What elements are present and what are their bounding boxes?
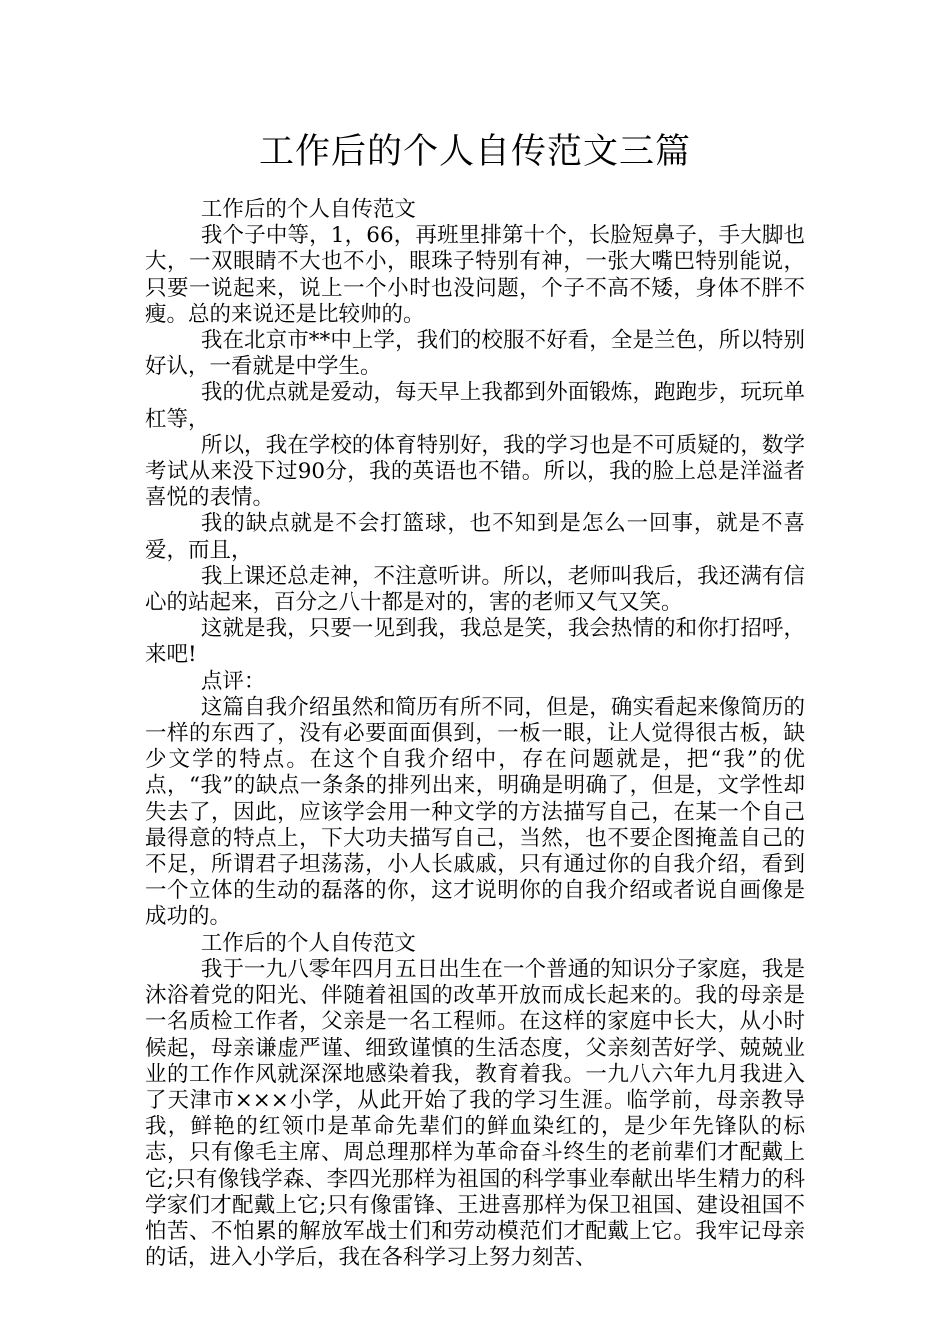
- paragraph: 我于一九八零年四月五日出生在一个普通的知识分子家庭，我是沐浴着党的阳光、伴随着祖国的改革开放而成长起来的。我的母亲是一名质检工作者，父亲是一名工程师。在这样的家庭中长大，从小时候起，母亲谦虚严谨、细致谨慎的生活态度，父亲刻苦好学、兢兢业业的工作作风就深深地感染着我，教育着我。一九八六年九月我进入了天津市×××小学，从此开始了我的学习生涯。临学前，母亲教导我，鲜艳的红领巾是革命先辈们的鲜血染红的，是少年先锋队的标志，只有像毛主席、周总理那样为革命奋斗终生的老前辈们才配戴上它;只有像钱学森、李四光那样为祖国的科学事业奉献出毕生精力的科学家们才配戴上它;只有像雷锋、王进喜那样为保卫祖国、建设祖国不怕苦、不怕累的解放军战士们和劳动模范们才配戴上它。我牢记母亲的话，进入小学后，我在各科学习上努力刻苦、: [145, 956, 805, 1271]
- section-heading-2: 工作后的个人自传范文: [200, 930, 416, 956]
- paragraph: 我在北京市**中上学，我们的校服不好看，全是兰色，所以特别好认，一看就是中学生。: [145, 328, 805, 380]
- comment-paragraph: 这篇自我介绍虽然和简历有所不同，但是，确实看起来像简历的一样的东西了，没有必要面面俱到，一板一眼，让人觉得很古板，缺少文学的特点。在这个自我介绍中，存在问题就是，把“我”的优点，“我”的缺点一条条的排列出来，明确是明确了，但是，文学性却失去了，因此，应该学会用一种文学的方法描写自己，在某一个自己最得意的特点上，下大功夫描写自己，当然，也不要企图掩盖自己的不足，所谓君子坦荡荡，小人长戚戚，只有通过你的自我介绍，看到一个立体的生动的磊落的你，这才说明你的自我介绍或者说自画像是成功的。: [145, 694, 805, 930]
- paragraph: 我的缺点就是不会打篮球，也不知到是怎么一回事，就是不喜爱，而且，: [145, 511, 805, 563]
- paragraph: 我个子中等，1，66，再班里排第十个，长脸短鼻子，手大脚也大，一双眼睛不大也不小，眼珠子特别有神，一张大嘴巴特别能说，只要一说起来，说上一个小时也没问题，个子不高不矮，身体不胖不瘦。总的来说还是比较帅的。: [145, 223, 805, 327]
- paragraph: 我上课还总走神，不注意听讲。所以，老师叫我后，我还满有信心的站起来，百分之八十都是对的，害的老师又气又笑。: [145, 563, 805, 616]
- paragraph: 这就是我，只要一见到我，我总是笑，我会热情的和你打招呼，来吧!: [145, 616, 805, 668]
- paragraph: 所以，我在学校的体育特别好，我的学习也是不可质疑的，数学考试从来没下过90分，我的英语也不错。所以，我的脸上总是洋溢者喜悦的表情。: [145, 432, 805, 511]
- paragraph: 我的优点就是爱动，每天早上我都到外面锻炼，跑跑步，玩玩单杠等，: [145, 380, 805, 432]
- document-title: 工作后的个人自传范文三篇: [258, 132, 691, 172]
- section-heading-1: 工作后的个人自传范文: [200, 197, 416, 222]
- document-body: [145, 197, 805, 1271]
- comment-heading: 点评：: [200, 668, 266, 694]
